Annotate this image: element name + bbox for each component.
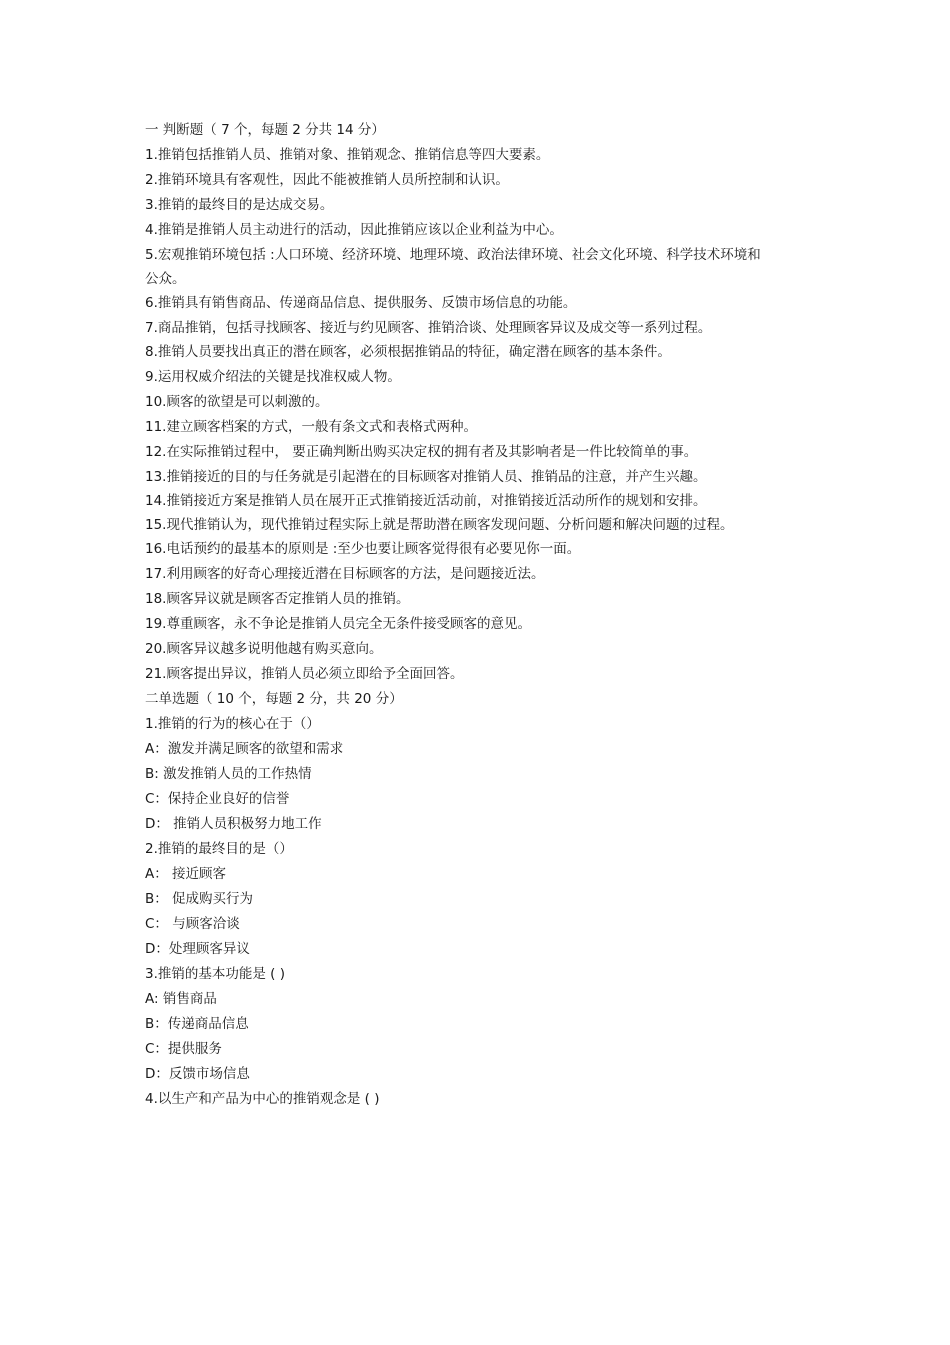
answer-option: A: 销售商品 — [145, 991, 217, 1007]
answer-option: C：保持企业良好的信誉 — [145, 791, 290, 807]
answer-option: B: 激发推销人员的工作热情 — [145, 766, 312, 782]
question-item: 3.推销的最终目的是达成交易。 — [145, 197, 334, 213]
question-item: 9.运用权威介绍法的关键是找准权威人物。 — [145, 369, 401, 385]
section-title: 一 判断题（ 7 个，每题 2 分共 14 分） — [145, 122, 385, 138]
question-item: 1.推销包括推销人员、推销对象、推销观念、推销信息等四大要素。 — [145, 147, 550, 163]
question-item: 18.顾客异议就是顾客否定推销人员的推销。 — [145, 591, 410, 607]
answer-option: B：传递商品信息 — [145, 1016, 249, 1032]
question-stem: 3.推销的基本功能是 ( ) — [145, 966, 285, 982]
question-item: 2.推销环境具有客观性，因此不能被推销人员所控制和认识。 — [145, 172, 509, 188]
question-item: 4.推销是推销人员主动进行的活动，因此推销应该以企业利益为中心。 — [145, 222, 563, 238]
choice-question — [145, 962, 770, 1087]
answer-option: C： 与顾客洽谈 — [145, 916, 240, 932]
question-item: 21.顾客提出异议，推销人员必须立即给予全面回答。 — [145, 666, 464, 682]
question-item: 19.尊重顾客，永不争论是推销人员完全无条件接受顾客的意见。 — [145, 616, 531, 632]
question-stem: 4.以生产和产品为中心的推销观念是 ( ) — [145, 1091, 380, 1107]
question-item: 13.推销接近的目的与任务就是引起潜在的目标顾客对推销人员、推销品的注意，并产生兴趣。 — [145, 469, 707, 485]
answer-option: B： 促成购买行为 — [145, 891, 254, 907]
question-item: 6.推销具有销售商品、传递商品信息、提供服务、反馈市场信息的功能。 — [145, 295, 577, 311]
answer-option: A： 接近顾客 — [145, 866, 227, 882]
question-item: 12.在实际推销过程中， 要正确判断出购买决定权的拥有者及其影响者是一件比较简单的事。 — [145, 444, 698, 460]
question-stem: 1.推销的行为的核心在于（） — [145, 716, 320, 732]
choice-question — [145, 1087, 770, 1112]
answer-option: C：提供服务 — [145, 1041, 222, 1057]
question-item: 15.现代推销认为，现代推销过程实际上就是帮助潜在顾客发现问题、分析问题和解决问题的过程。 — [145, 517, 734, 533]
answer-option: D：反馈市场信息 — [145, 1066, 250, 1082]
question-item: 14.推销接近方案是推销人员在展开正式推销接近活动前，对推销接近活动所作的规划和安排。 — [145, 493, 707, 509]
answer-option: A：激发并满足顾客的欲望和需求 — [145, 741, 344, 757]
answer-option: D：处理顾客异议 — [145, 941, 250, 957]
question-item: 20.顾客异议越多说明他越有购买意向。 — [145, 641, 383, 657]
section-title: 二单选题（ 10 个，每题 2 分，共 20 分） — [145, 691, 403, 707]
question-stem: 2.推销的最终目的是（） — [145, 841, 293, 857]
single-choice-section — [145, 687, 770, 1112]
question-item: 16.电话预约的最基本的原则是 :至少也要让顾客觉得很有必要见你一面。 — [145, 541, 581, 557]
question-item: 11.建立顾客档案的方式，一般有条文式和表格式两种。 — [145, 419, 477, 435]
choice-question — [145, 837, 770, 962]
true-false-section — [145, 118, 770, 687]
document-content — [145, 118, 770, 1112]
choice-question — [145, 712, 770, 837]
question-item: 8.推销人员要找出真正的潜在顾客，必须根据推销品的特征，确定潜在顾客的基本条件。 — [145, 344, 671, 360]
question-item: 7.商品推销，包括寻找顾客、接近与约见顾客、推销洽谈、处理顾客异议及成交等一系列过程。 — [145, 320, 712, 336]
question-item: 17.利用顾客的好奇心理接近潜在目标顾客的方法，是问题接近法。 — [145, 566, 545, 582]
answer-option: D： 推销人员积极努力地工作 — [145, 816, 322, 832]
question-item: 5.宏观推销环境包括 :人口环境、经济环境、地理环境、政治法律环境、社会文化环境、科学技术环境和公众。 — [145, 247, 761, 287]
question-item: 10.顾客的欲望是可以刺激的。 — [145, 394, 329, 410]
